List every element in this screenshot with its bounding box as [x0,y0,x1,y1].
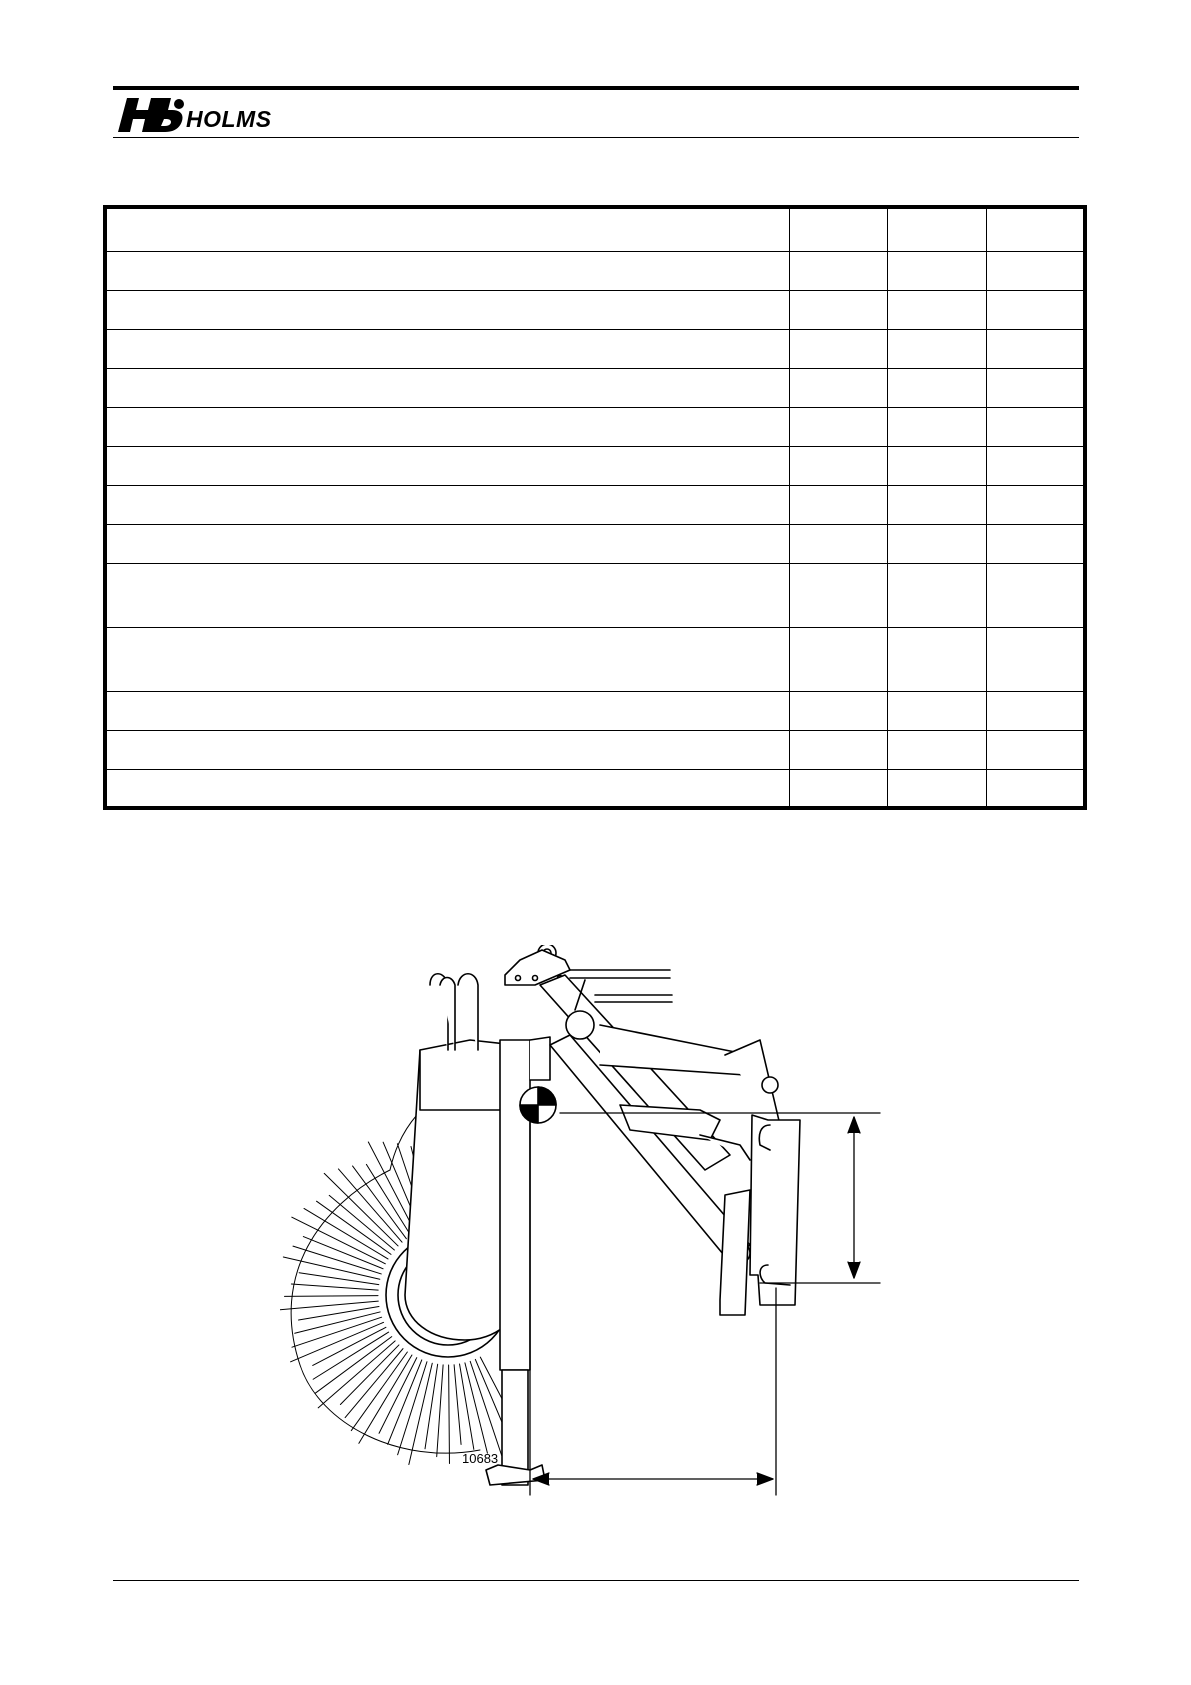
table-row [105,446,1085,485]
table-cell [789,207,887,251]
bristle-line [291,1322,384,1361]
table-cell [887,290,986,329]
bristle-line [449,1365,450,1463]
table-cell [105,485,789,524]
table-cell [105,769,789,808]
table-cell [887,627,986,691]
table-cell [789,524,887,563]
table-cell [789,290,887,329]
table-cell [986,691,1085,730]
table-cell [887,769,986,808]
table-cell [986,524,1085,563]
table-cell [105,627,789,691]
table-cell [887,251,986,290]
table-cell [789,485,887,524]
table-cell [887,207,986,251]
bristle-line [465,1363,487,1453]
table-row [105,485,1085,524]
table-cell [789,407,887,446]
table-cell [986,769,1085,808]
bristle-line [324,1173,398,1246]
table-cell [105,329,789,368]
bristle-line [379,1358,417,1434]
table-cell [105,251,789,290]
table-cell [986,329,1085,368]
table-cell [986,485,1085,524]
table-row [105,627,1085,691]
table-cell [105,207,789,251]
bristle-line [313,1327,386,1365]
table-row [105,290,1085,329]
bristle-line [425,1364,438,1449]
bristle-line [359,1355,412,1443]
bristle-line [460,1364,474,1449]
table-row [105,769,1085,808]
table-cell [789,691,887,730]
table-cell [105,730,789,769]
bristle-line [315,1337,392,1394]
table-cell [986,368,1085,407]
table-cell [887,485,986,524]
header-top-rule [113,86,1079,90]
table-cell [105,407,789,446]
table-cell [887,329,986,368]
table-cell [105,368,789,407]
table-row [105,407,1085,446]
bristle-line [295,1312,380,1333]
bristle-line [285,1296,378,1297]
table-cell [789,769,887,808]
table-cell [887,407,986,446]
table-cell [789,627,887,691]
table-cell [789,446,887,485]
table-cell [105,524,789,563]
table-cell [105,290,789,329]
table-cell [789,251,887,290]
bristle-line [299,1273,379,1285]
table-cell [789,329,887,368]
spec-table [103,205,1087,810]
table-cell [105,446,789,485]
table-cell [789,563,887,627]
bristle-line [454,1365,461,1445]
table-row [105,730,1085,769]
table-cell [887,730,986,769]
table-cell [986,563,1085,627]
bristle-line [366,1164,411,1235]
table-cell [986,730,1085,769]
table-cell [789,730,887,769]
bristle-line [351,1352,407,1431]
bristle-line [340,1345,399,1405]
table-row [105,368,1085,407]
bristle-line [409,1363,432,1464]
table-cell [986,251,1085,290]
bristle-line [470,1361,502,1455]
table-row [105,329,1085,368]
table-row [105,563,1085,627]
table-cell [986,446,1085,485]
table-cell [105,563,789,627]
table-cell [105,691,789,730]
bristle-line [291,1284,378,1290]
table-cell [887,691,986,730]
brand-name: HOLMS [186,106,272,132]
footer-rule [113,1580,1079,1581]
bristle-line [313,1332,388,1379]
table-cell [789,368,887,407]
table-cell [986,407,1085,446]
table-cell [887,368,986,407]
table-cell [887,524,986,563]
bristle-line [280,1301,378,1310]
rotary-broom-drawing [280,945,960,1515]
table-cell [986,290,1085,329]
table-cell [887,446,986,485]
table-cell [887,563,986,627]
table-cell [986,207,1085,251]
table-cell [986,627,1085,691]
center-of-gravity-icon [520,1087,556,1123]
bristle-line [437,1365,443,1457]
bristle-line [318,1341,395,1408]
header-bottom-rule [113,137,1079,138]
bristle-line [299,1307,379,1320]
table-row [105,691,1085,730]
drawing-number: 10683 [462,1451,499,1466]
table-row [105,251,1085,290]
table-row [105,524,1085,563]
table-row [105,207,1085,251]
